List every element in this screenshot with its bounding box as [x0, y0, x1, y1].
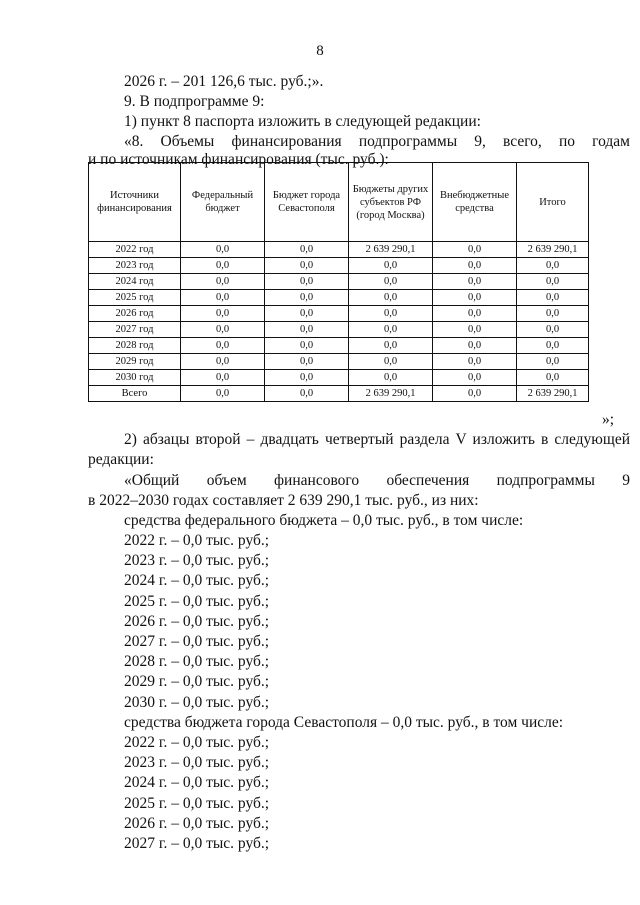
table-cell: 0,0: [517, 274, 589, 290]
table-closing: »;: [602, 411, 615, 428]
table-cell: 0,0: [433, 354, 517, 370]
total-line-2: в 2022–2030 годах составляет 2 639 290,1 тыс. руб., из них:: [88, 492, 479, 509]
table-cell: 0,0: [433, 258, 517, 274]
sevastopol-year-item: 2024 г. – 0,0 тыс. руб.;: [124, 774, 270, 792]
table-cell: 0,0: [349, 322, 433, 338]
table-cell: 0,0: [517, 290, 589, 306]
table-cell: 2025 год: [89, 290, 181, 306]
table-cell: 0,0: [181, 354, 265, 370]
table-cell: 0,0: [265, 322, 349, 338]
table-cell: 0,0: [181, 386, 265, 402]
table-cell: 2022 год: [89, 242, 181, 258]
table-cell: 0,0: [265, 258, 349, 274]
table-body: [89, 242, 589, 402]
table-cell: 2 639 290,1: [517, 386, 589, 402]
header-total: Итого: [517, 163, 589, 242]
table-row: [89, 338, 589, 354]
sevastopol-year-item: 2023 г. – 0,0 тыс. руб.;: [124, 754, 270, 772]
intro-line-1: 2026 г. – 201 126,6 тыс. руб.;».: [124, 73, 324, 90]
table-cell: 2 639 290,1: [517, 242, 589, 258]
sevastopol-heading: средства бюджета города Севастополя – 0,0 тыс. руб., в том числе:: [124, 714, 564, 731]
table-cell: 0,0: [181, 338, 265, 354]
table-cell: 0,0: [517, 258, 589, 274]
sevastopol-year-item: 2022 г. – 0,0 тыс. руб.;: [124, 734, 270, 751]
header-federal: Федеральный бюджет: [181, 163, 265, 242]
table-cell: 0,0: [433, 370, 517, 386]
table-cell: 0,0: [517, 322, 589, 338]
table-cell: 2029 год: [89, 354, 181, 370]
table-cell: 0,0: [265, 338, 349, 354]
table-cell: 0,0: [265, 354, 349, 370]
table-cell: 0,0: [433, 322, 517, 338]
table-cell: 0,0: [517, 370, 589, 386]
table-cell: 0,0: [433, 386, 517, 402]
header-source: Источники финансирования: [89, 163, 181, 242]
table-cell: 0,0: [433, 290, 517, 306]
table-row: [89, 370, 589, 386]
table-row: [89, 322, 589, 338]
table-header-row: [89, 163, 589, 242]
table-cell: 2028 год: [89, 338, 181, 354]
table-cell: 2024 год: [89, 274, 181, 290]
federal-year-item: 2027 г. – 0,0 тыс. руб.;: [124, 633, 270, 650]
header-extrabudgetary: Внебюджетные средства: [433, 163, 517, 242]
table-cell: 0,0: [349, 370, 433, 386]
table-row: [89, 258, 589, 274]
table-cell: 0,0: [181, 274, 265, 290]
table-row: [89, 386, 589, 402]
para2-line-2: редакции:: [88, 451, 154, 468]
sevastopol-year-item: 2027 г. – 0,0 тыс. руб.;: [124, 835, 270, 852]
intro-line-2: 9. В подпрограмме 9:: [124, 93, 265, 110]
table-cell: 0,0: [181, 306, 265, 322]
financing-table: [88, 162, 589, 402]
para2-line-1: 2) абзацы второй – двадцать четвертый раздела V изложить в следующей: [124, 431, 630, 448]
table-cell: 0,0: [433, 242, 517, 258]
table-cell: 0,0: [349, 338, 433, 354]
federal-year-item: 2030 г. – 0,0 тыс. руб.;: [124, 693, 270, 711]
table-cell: 0,0: [349, 306, 433, 322]
table-row: [89, 242, 589, 258]
para8-line-2: и по источникам финансирования (тыс. руб.):: [88, 151, 389, 168]
table-cell: 2 639 290,1: [349, 242, 433, 258]
federal-year-item: 2026 г. – 0,0 тыс. руб.;: [124, 612, 270, 630]
total-line-1: «Общий объем финансового обеспечения подпрограммы 9: [124, 472, 630, 489]
table-row: [89, 290, 589, 306]
sevastopol-year-item: 2026 г. – 0,0 тыс. руб.;: [124, 814, 270, 832]
federal-heading: средства федерального бюджета – 0,0 тыс. руб., в том числе:: [124, 512, 524, 529]
federal-year-item: 2023 г. – 0,0 тыс. руб.;: [124, 552, 270, 570]
table-cell: 0,0: [181, 258, 265, 274]
para8-line-1: «8. Объемы финансирования подпрограммы 9, всего, по годам: [124, 133, 630, 150]
intro-line-3: 1) пункт 8 паспорта изложить в следующей редакции:: [124, 113, 481, 130]
table-cell: 0,0: [517, 338, 589, 354]
table-row: [89, 354, 589, 370]
table-cell: 0,0: [433, 306, 517, 322]
table-cell: 0,0: [349, 290, 433, 306]
table-row: [89, 306, 589, 322]
table-cell: 0,0: [265, 306, 349, 322]
federal-year-item: 2029 г. – 0,0 тыс. руб.;: [124, 673, 270, 691]
table-cell: 0,0: [349, 274, 433, 290]
federal-year-item: 2024 г. – 0,0 тыс. руб.;: [124, 572, 270, 590]
table-cell: 0,0: [265, 274, 349, 290]
header-other-subjects: Бюджеты других субъектов РФ (город Москва): [349, 163, 433, 242]
table-cell: 0,0: [181, 242, 265, 258]
table-cell: 0,0: [517, 306, 589, 322]
table-cell: 0,0: [265, 370, 349, 386]
table-cell: 2 639 290,1: [349, 386, 433, 402]
header-sevastopol: Бюджет города Севастополя: [265, 163, 349, 242]
table-cell: 2030 год: [89, 370, 181, 386]
table-cell: 0,0: [349, 258, 433, 274]
table-cell: 0,0: [349, 354, 433, 370]
table-cell: 0,0: [517, 354, 589, 370]
table-cell: 2023 год: [89, 258, 181, 274]
table-cell: 0,0: [433, 274, 517, 290]
table-cell: 2026 год: [89, 306, 181, 322]
federal-year-item: 2022 г. – 0,0 тыс. руб.;: [124, 532, 270, 549]
federal-year-item: 2025 г. – 0,0 тыс. руб.;: [124, 592, 270, 610]
table-cell: 0,0: [265, 290, 349, 306]
table-cell: 0,0: [433, 338, 517, 354]
federal-year-item: 2028 г. – 0,0 тыс. руб.;: [124, 653, 270, 671]
table-cell: 0,0: [265, 242, 349, 258]
page-number: 8: [316, 43, 324, 59]
table-cell: 0,0: [265, 386, 349, 402]
table-cell: 0,0: [181, 290, 265, 306]
table-cell: 0,0: [181, 370, 265, 386]
table-cell: 2027 год: [89, 322, 181, 338]
table-row: [89, 274, 589, 290]
table-cell: Всего: [89, 386, 181, 402]
sevastopol-year-item: 2025 г. – 0,0 тыс. руб.;: [124, 794, 270, 812]
table-cell: 0,0: [181, 322, 265, 338]
